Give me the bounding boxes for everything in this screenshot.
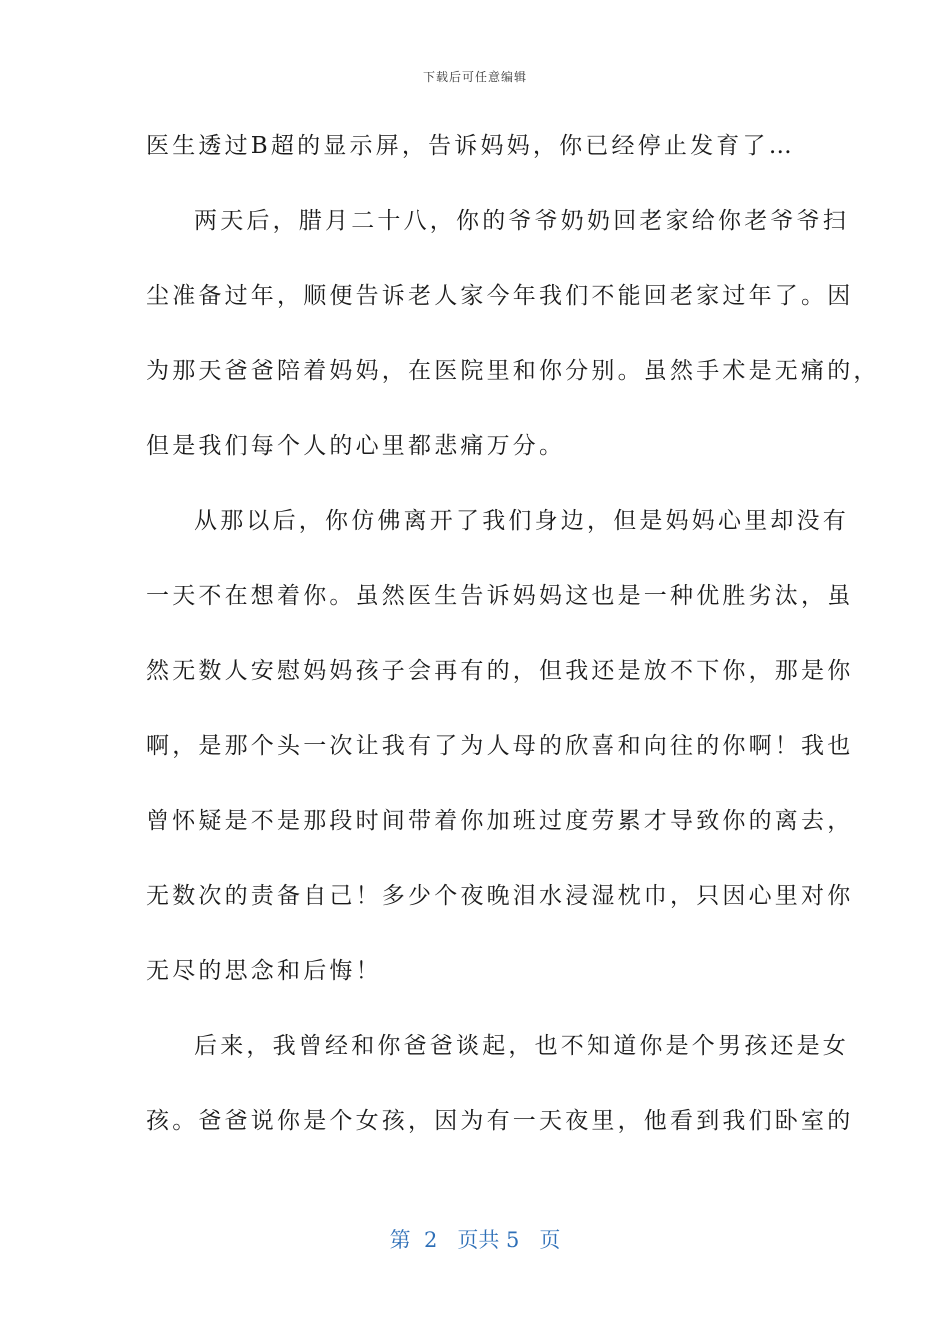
document-body bbox=[146, 122, 880, 1172]
text-line: 孩。爸爸说你是个女孩，因为有一天夜里，他看到我们卧室的 bbox=[146, 1108, 854, 1134]
text-line: 但是我们每个人的心里都悲痛万分。 bbox=[146, 433, 566, 459]
text-line: 为那天爸爸陪着妈妈，在医院里和你分别。虽然手术是无痛的， bbox=[146, 358, 880, 384]
page-indicator: 第 2 页共 5 页 bbox=[389, 1228, 561, 1252]
text-line: 一天不在想着你。虽然医生告诉妈妈这也是一种优胜劣汰，虽 bbox=[146, 583, 854, 609]
text-line: 啊，是那个头一次让我有了为人母的欣喜和向往的你啊！我也 bbox=[146, 733, 854, 759]
text-line: 然无数人安慰妈妈孩子会再有的，但我还是放不下你，那是你 bbox=[146, 658, 854, 684]
text-line-paragraph-start: 两天后，腊月二十八，你的爷爷奶奶回老家给你老爷爷扫 bbox=[194, 208, 849, 234]
text-line: 医生透过B超的显示屏，告诉妈妈，你已经停止发育了… bbox=[146, 133, 795, 159]
text-line-paragraph-start: 从那以后，你仿佛离开了我们身边，但是妈妈心里却没有 bbox=[194, 508, 849, 534]
text-line: 无尽的思念和后悔！ bbox=[146, 958, 382, 984]
text-line: 尘准备过年，顺便告诉老人家今年我们不能回老家过年了。因 bbox=[146, 283, 854, 309]
header-note: 下载后可任意编辑 bbox=[422, 70, 527, 84]
text-line: 无数次的责备自己！多少个夜晚泪水浸湿枕巾，只因心里对你 bbox=[146, 883, 854, 909]
text-line-paragraph-start: 后来，我曾经和你爸爸谈起，也不知道你是个男孩还是女 bbox=[194, 1033, 849, 1059]
text-line: 曾怀疑是不是那段时间带着你加班过度劳累才导致你的离去， bbox=[146, 808, 854, 834]
